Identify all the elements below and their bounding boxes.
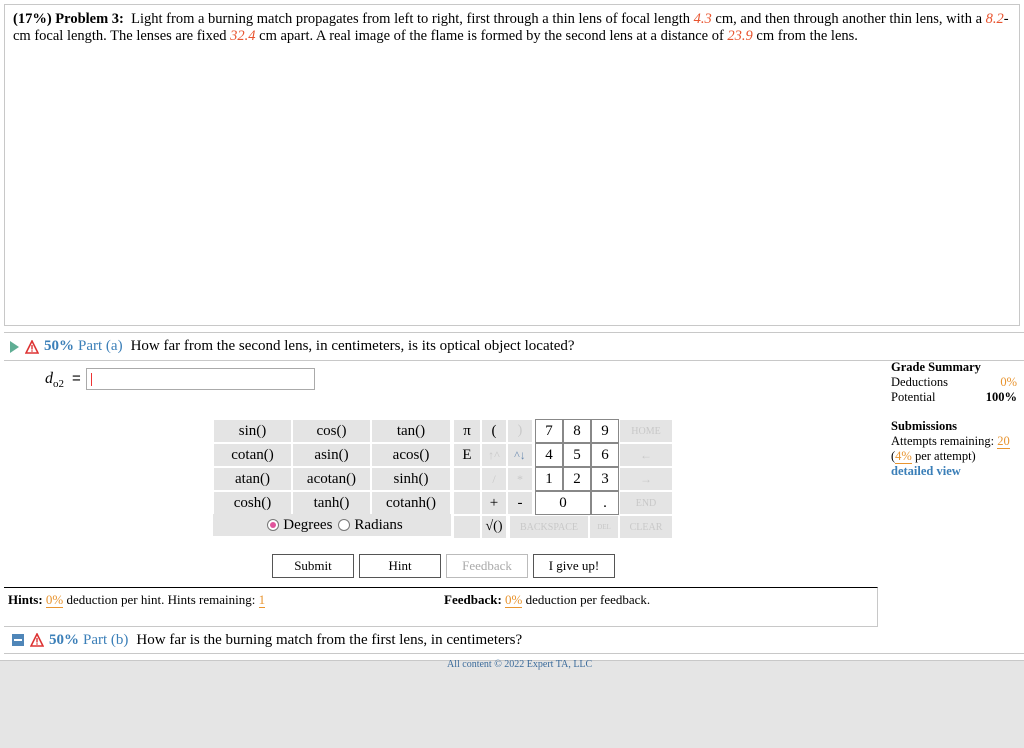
calc-multiply[interactable]: * <box>507 467 533 491</box>
submissions-title: Submissions <box>891 419 958 433</box>
problem-text-4: cm apart. A real image of the flame is formed by the second lens at a distance of <box>255 28 728 44</box>
calc-5[interactable]: 5 <box>563 443 591 467</box>
calc-cos[interactable]: cos() <box>292 419 371 443</box>
grade-summary-title: Grade Summary <box>891 360 981 374</box>
calc-cotan[interactable]: cotan() <box>213 443 292 467</box>
image-distance: 23.9 <box>727 28 753 44</box>
calc-sinh[interactable]: sinh() <box>371 467 451 491</box>
problem-text-5: cm from the lens. <box>752 28 858 44</box>
problem-prefix: (17%) Problem 3: <box>13 11 124 27</box>
calc-acotan[interactable]: acotan() <box>292 467 371 491</box>
calc-end[interactable]: END <box>619 491 673 515</box>
calc-clear[interactable]: CLEAR <box>619 515 673 539</box>
part-b-header[interactable] <box>4 627 1024 654</box>
focal-length-1: 4.3 <box>693 11 712 27</box>
answer-equals: = <box>72 370 81 387</box>
footer-area <box>0 660 1024 748</box>
calc-asin[interactable]: asin() <box>292 443 371 467</box>
calc-del[interactable]: DEL <box>589 515 619 539</box>
part-b-percent: 50% <box>49 631 79 648</box>
grade-summary <box>891 360 1017 479</box>
calc-8[interactable]: 8 <box>563 419 591 443</box>
part-a-label: Part (a) <box>78 338 123 354</box>
radians-radio[interactable] <box>338 519 350 531</box>
calc-backspace[interactable]: BACKSPACE <box>509 515 589 539</box>
hint-deduction: 0% <box>45 592 64 607</box>
answer-input[interactable] <box>86 368 315 390</box>
degrees-label: Degrees <box>283 516 333 533</box>
per-attempt-row: (4% per attempt) <box>891 449 976 463</box>
hint-feedback-bar <box>4 587 878 627</box>
calc-3[interactable]: 3 <box>591 467 619 491</box>
calc-dot[interactable]: . <box>591 491 619 515</box>
feedback-button[interactable]: Feedback <box>446 554 528 578</box>
calc-pi[interactable]: π <box>453 419 481 443</box>
submit-button[interactable]: Submit <box>272 554 354 578</box>
calc-right-arrow[interactable]: → <box>619 467 673 491</box>
calc-left-arrow[interactable]: ← <box>619 443 673 467</box>
collapse-icon[interactable] <box>12 634 24 646</box>
calc-up-arrow[interactable]: ↑^ <box>481 443 507 467</box>
part-a-question: How far from the second lens, in centimeters, is its optical object located? <box>130 338 575 354</box>
calc-acos[interactable]: acos() <box>371 443 451 467</box>
calc-plus[interactable]: + <box>481 491 507 515</box>
focal-length-2: 8.2 <box>985 11 1004 27</box>
calc-e[interactable]: E <box>453 443 481 467</box>
calc-tanh[interactable]: tanh() <box>292 491 371 515</box>
problem-statement <box>4 4 1020 326</box>
part-b-label: Part (b) <box>83 631 129 648</box>
part-a-percent: 50% <box>44 338 74 354</box>
calc-2[interactable]: 2 <box>563 467 591 491</box>
part-a-header[interactable] <box>4 332 1024 361</box>
warning-icon <box>30 633 44 647</box>
feedback-info: Feedback: 0% deduction per feedback. <box>444 592 651 607</box>
potential-row: Potential 100% <box>891 390 1017 404</box>
calc-divide[interactable]: / <box>481 467 507 491</box>
calc-sqrt[interactable]: √() <box>481 515 507 539</box>
calc-minus[interactable]: - <box>507 491 533 515</box>
part-b-question: How far is the burning match from the first lens, in centimeters? <box>136 631 523 648</box>
calc-6[interactable]: 6 <box>591 443 619 467</box>
calc-cosh[interactable]: cosh() <box>213 491 292 515</box>
degrees-radio[interactable] <box>267 519 279 531</box>
calc-sin[interactable]: sin() <box>213 419 292 443</box>
attempts-row: Attempts remaining: 20 <box>891 434 1010 448</box>
calc-blank-1 <box>453 467 481 491</box>
hints-info: Hints: 0% deduction per hint. Hints remaining: 1 <box>8 592 266 607</box>
detailed-view-link[interactable]: detailed view <box>891 464 961 478</box>
text-caret <box>91 373 92 386</box>
expand-triangle-icon[interactable] <box>10 341 19 353</box>
radians-label: Radians <box>354 516 403 533</box>
copyright: All content © 2022 Expert TA, LLC <box>447 659 593 670</box>
calc-9[interactable]: 9 <box>591 419 619 443</box>
calc-tan[interactable]: tan() <box>371 419 451 443</box>
angle-mode <box>213 514 451 536</box>
hints-remaining: 1 <box>258 592 266 607</box>
calc-1[interactable]: 1 <box>535 467 563 491</box>
deductions-row: Deductions 0% <box>891 375 1017 389</box>
calc-cotanh[interactable]: cotanh() <box>371 491 451 515</box>
calc-down-arrow[interactable]: ^↓ <box>507 443 533 467</box>
problem-text-3: -cm focal length. The lenses are fixed <box>13 11 1009 44</box>
calc-4[interactable]: 4 <box>535 443 563 467</box>
warning-icon <box>25 340 39 354</box>
answer-variable: $d_{o2}$ <box>45 370 64 391</box>
give-up-button[interactable]: I give up! <box>533 554 615 578</box>
feedback-deduction: 0% <box>505 592 523 607</box>
calc-home[interactable]: HOME <box>619 419 673 443</box>
calc-atan[interactable]: atan() <box>213 467 292 491</box>
calc-close-paren[interactable]: ) <box>507 419 533 443</box>
calc-blank-3 <box>453 515 481 539</box>
problem-text-1: Light from a burning match propagates from left to right, first through a thin lens of focal length <box>131 11 694 27</box>
hint-button[interactable]: Hint <box>359 554 441 578</box>
lens-separation: 32.4 <box>230 28 256 44</box>
calc-blank-2 <box>453 491 481 515</box>
problem-text-2: cm, and then through another thin lens, with a <box>711 11 986 27</box>
calculator <box>213 419 673 539</box>
calc-0[interactable]: 0 <box>535 491 591 515</box>
calc-open-paren[interactable]: ( <box>481 419 507 443</box>
calc-7[interactable]: 7 <box>535 419 563 443</box>
